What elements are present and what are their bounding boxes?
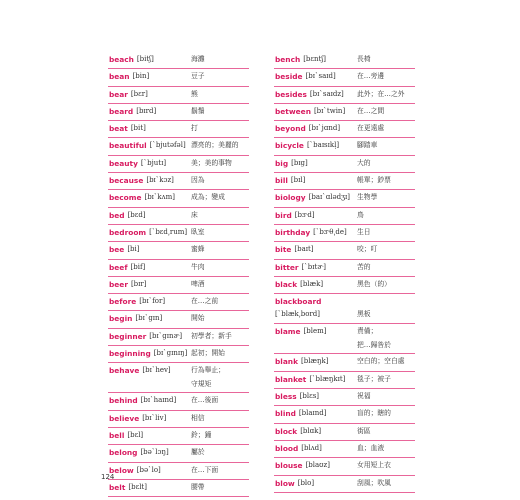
entry-phonetic: [bit] (130, 124, 146, 133)
entry-phonetic: [bitʃ] (136, 55, 154, 63)
entry-row (274, 354, 415, 371)
entry-row (108, 411, 249, 428)
entry-word: beach (109, 55, 134, 64)
entry-word: big (275, 158, 289, 168)
entry-meaning: 漂亮的；美麗的 (191, 141, 239, 150)
entry-word: beauty (109, 158, 138, 168)
entry-row (274, 277, 415, 294)
page-number: 124 (101, 473, 115, 481)
entry-row (274, 190, 415, 207)
entry-word: bell (109, 430, 125, 440)
entry-row (108, 445, 249, 462)
entry-phonetic: [blaɪnd] (298, 409, 327, 418)
entry-meaning: 祝福 (357, 392, 371, 401)
entry-row (108, 121, 249, 138)
entry-row (274, 372, 415, 389)
entry-row (108, 190, 249, 207)
entry-meaning: 腳踏車 (357, 141, 378, 150)
entry-phonetic: [bəˋlo] (136, 465, 161, 474)
entry-meaning: 街區 (357, 426, 371, 435)
entry-phonetic: [bɪˋgɪnɚ] (149, 331, 183, 340)
entry-word: blood (275, 443, 299, 453)
entry-word: behind (109, 396, 138, 406)
entry-meaning: 起初；開始 (191, 349, 225, 358)
entry-row (108, 69, 249, 86)
entry-phonetic: [bɪˋhev] (142, 366, 171, 375)
entry-meaning: 在…後面 (191, 396, 219, 405)
entry-word: bedroom (109, 227, 147, 237)
entry-meaning: 海灘 (191, 55, 205, 63)
entry-phonetic: [blaʊz] (305, 461, 330, 470)
entry-word: birthday (275, 227, 311, 237)
entry-meaning: 開始 (191, 314, 205, 323)
entry-phonetic: [bɪˋliv] (142, 413, 167, 422)
entry-row (274, 69, 415, 86)
entry-phonetic: [blem] (303, 327, 327, 336)
entry-phonetic: [baɪˋɑlədʒɪ] (308, 193, 350, 202)
entry-phonetic: [ˋbɛd͵rum] (149, 227, 188, 236)
left-column (108, 52, 249, 497)
entry-head (274, 294, 415, 307)
entry-row (108, 208, 249, 225)
entry-meaning: 因為 (191, 176, 205, 185)
entry-phonetic: [bɛntʃ] (303, 55, 326, 63)
entry-word: beat (109, 124, 128, 134)
entry-word: before (109, 297, 137, 307)
entry-meaning: 大的 (357, 158, 371, 167)
entry-row (274, 406, 415, 423)
entry-word: beyond (275, 124, 306, 134)
entry-phonetic: [bɪˋsaɪdz] (309, 89, 344, 98)
entry-phonetic: [bɪr] (130, 279, 147, 288)
entry-word: blanket (275, 374, 307, 384)
entry-row (274, 307, 415, 324)
entry-word: blow (275, 478, 295, 488)
entry-phonetic: [bɪˋfor] (139, 297, 166, 306)
entry-row (274, 260, 415, 277)
entry-row (108, 311, 249, 328)
entry-meaning: 咬；叮 (357, 245, 378, 254)
entry-phonetic: [bɪˋgɪn] (135, 314, 163, 323)
entry-phonetic: [blæk] (300, 279, 324, 288)
entry-phonetic: [bɪˋtwin] (313, 106, 346, 115)
entry-phonetic: [bɝd] (294, 210, 315, 219)
entry-meaning: 豆子 (191, 72, 205, 81)
entry-phonetic: [bi] (127, 245, 140, 254)
entry-row (108, 156, 249, 173)
entry-meaning: 女用短上衣 (357, 461, 391, 470)
entry-word: blouse (275, 461, 303, 471)
entry-phonetic: [bəˋlɔŋ] (140, 448, 169, 457)
entry-word: bean (109, 72, 130, 82)
entry-meaning: 牛肉 (191, 262, 205, 271)
entry-word: bench (275, 55, 301, 64)
entry-word: believe (109, 413, 140, 423)
entry-phonetic: [blæŋk] (300, 357, 329, 366)
entry-word: blame (275, 327, 301, 337)
entry-row (108, 260, 249, 277)
entry-row (108, 138, 249, 155)
entry-meaning: 鬍鬚 (191, 106, 205, 115)
entry-meaning: 屬於 (191, 448, 205, 457)
entry-word: biology (275, 193, 306, 203)
entry-word: beard (109, 106, 134, 116)
entry-meaning: 在…下面 (191, 465, 219, 474)
entry-phonetic: [blo] (297, 478, 315, 487)
entry-row (274, 441, 415, 458)
entry-row (108, 52, 249, 69)
entry-phonetic: [ˋbɪtɚ] (301, 262, 326, 271)
entry-word: belong (109, 448, 138, 458)
entry-meaning: 臥室 (191, 227, 205, 236)
entry-phonetic: [bɪˋjɑnd] (308, 124, 341, 133)
entry-word: bicycle (275, 141, 304, 151)
entry-row (108, 346, 249, 363)
entry-phonetic: [bif] (130, 262, 146, 271)
entry-meaning: 在更遠處 (357, 124, 385, 133)
entry-meaning: 帳單；鈔票 (357, 176, 391, 185)
entry-word: black (275, 279, 298, 289)
entry-word: beef (109, 262, 128, 272)
entry-word: become (109, 193, 142, 203)
entry-phonetic: [bɛl] (127, 430, 144, 439)
entry-row (108, 393, 249, 410)
entry-meaning: 床 (191, 210, 198, 219)
entry-meaning: 成為；變成 (191, 193, 225, 202)
entry-row (274, 242, 415, 259)
entry-word: below (109, 465, 134, 475)
entry-row (108, 463, 249, 480)
entry-row (108, 173, 249, 190)
entry-meaning: 蜜蜂 (191, 245, 205, 254)
entry-phonetic: [bɪˋkɔz] (146, 176, 174, 185)
entry-meaning: 在…之間 (357, 106, 385, 115)
entry-phonetic: [bɪˋkʌm] (144, 193, 175, 202)
entry-meaning: 鳥 (357, 210, 364, 219)
entry-phonetic: [bɪˋgɪnɪŋ] (153, 349, 188, 358)
entry-meaning: 生物學 (357, 193, 378, 202)
entry-meaning: 黑色（的） (357, 279, 391, 288)
entry-row (108, 294, 249, 311)
entry-meaning: 刮風；吹風 (357, 478, 391, 487)
entry-meaning: 生日 (357, 227, 371, 236)
entry-row (274, 476, 415, 493)
entry-row (108, 363, 249, 393)
entry-phonetic: [bɛlt] (128, 482, 147, 491)
entry-row (274, 458, 415, 475)
entry-row (108, 277, 249, 294)
entry-meaning: 長椅 (357, 55, 371, 63)
entry-word: besides (275, 89, 307, 99)
entry-word: begin (109, 314, 133, 324)
entry-word: bee (109, 245, 125, 255)
entry-meaning: 啤酒 (191, 279, 205, 288)
entry-phonetic: [bɪg] (291, 158, 308, 167)
entry-meaning: 血；血液 (357, 443, 385, 452)
entry-word: beside (275, 72, 303, 82)
entry-word: behave (109, 366, 140, 376)
entry-meaning: 初學者；新手 (191, 331, 232, 340)
entry-meaning: 行為舉止； (191, 366, 225, 375)
entry-word: because (109, 176, 144, 186)
entry-meaning: 盲的；瞎的 (357, 409, 391, 418)
entry-row (108, 329, 249, 346)
entry-word: beer (109, 279, 128, 289)
entry-phonetic: [bɪˋhaɪnd] (140, 396, 177, 405)
entry-row (108, 87, 249, 104)
entry-phonetic: [ˋbaɪsɪkl̩] (306, 141, 340, 150)
entry-phonetic: [bɛd] (127, 210, 146, 219)
entry-word: blind (275, 409, 296, 419)
entry-row (274, 225, 415, 242)
entry-meaning-line2: 把…歸咎於 (357, 341, 391, 350)
entry-meaning: 苦的 (357, 262, 371, 271)
entry-meaning: 責備； (357, 327, 378, 336)
entry-word: beginner (109, 331, 147, 341)
entry-meaning: 熊 (191, 89, 198, 98)
entry-meaning: 毯子；被子 (357, 374, 391, 383)
entry-row (108, 104, 249, 121)
entry-phonetic: [blʌd] (301, 443, 322, 452)
entry-row (274, 104, 415, 121)
entry-row (274, 87, 415, 104)
right-column (274, 52, 415, 493)
entry-meaning: 空白的；空白處 (357, 357, 405, 366)
entry-word: bless (275, 392, 297, 402)
entry-word: blackboard (275, 297, 322, 307)
entry-phonetic: [bɪl] (290, 176, 306, 185)
entry-row (274, 208, 415, 225)
entry-meaning: 腰帶 (191, 482, 205, 491)
entry-phonetic: [bɪrd] (136, 106, 157, 115)
entry-meaning: 相信 (191, 413, 205, 422)
entry-word: bite (275, 245, 292, 255)
entry-phonetic: [ˋbjutəfəl] (149, 141, 186, 150)
entry-word: block (275, 426, 298, 436)
entry-row (274, 138, 415, 155)
entry-word: bear (109, 89, 128, 99)
entry-phonetic: [blɑk] (300, 426, 322, 435)
entry-phonetic: [bin] (132, 72, 150, 81)
entry-phonetic: [baɪt] (294, 245, 314, 254)
entry-meaning: 打 (191, 124, 198, 133)
entry-phonetic: [ˋblæŋkɪt] (309, 374, 346, 383)
entry-phonetic: [bɪˋsaɪd] (305, 72, 336, 81)
entry-row (108, 428, 249, 445)
entry-word: blank (275, 357, 298, 367)
entry-phonetic: [ˋblæk͵bord] (275, 310, 320, 319)
entry-word: bird (275, 210, 292, 220)
entry-row (274, 52, 415, 69)
entry-meaning-line2: 守規矩 (191, 380, 212, 389)
entry-row (108, 225, 249, 242)
entry-word: bill (275, 176, 288, 186)
entry-phonetic: [blɛs] (299, 392, 320, 401)
entry-phonetic: [ˋbɝθ͵de] (313, 227, 347, 236)
entry-meaning: 在…旁邊 (357, 72, 385, 81)
entry-phonetic: [bɛr] (130, 89, 148, 98)
entry-word: beautiful (109, 141, 147, 151)
entry-row (274, 424, 415, 441)
entry-row (274, 156, 415, 173)
entry-row (274, 173, 415, 190)
entry-row (108, 242, 249, 259)
entry-meaning: 此外；在…之外 (357, 89, 405, 98)
entry-meaning: 美；美的事物 (191, 158, 232, 167)
entry-word: between (275, 106, 311, 116)
entry-row (274, 324, 415, 354)
entry-row (108, 480, 249, 497)
entry-meaning: 黑板 (357, 310, 371, 319)
entry-word: bed (109, 210, 125, 220)
entry-meaning: 在…之前 (191, 297, 219, 306)
entry-word: belt (109, 482, 126, 492)
entry-row (274, 389, 415, 406)
entry-phonetic: [ˋbjutɪ] (140, 158, 167, 167)
entry-meaning: 鈴；鐘 (191, 430, 212, 439)
entry-row (274, 121, 415, 138)
entry-word: bitter (275, 262, 299, 272)
entry-word: beginning (109, 349, 151, 359)
